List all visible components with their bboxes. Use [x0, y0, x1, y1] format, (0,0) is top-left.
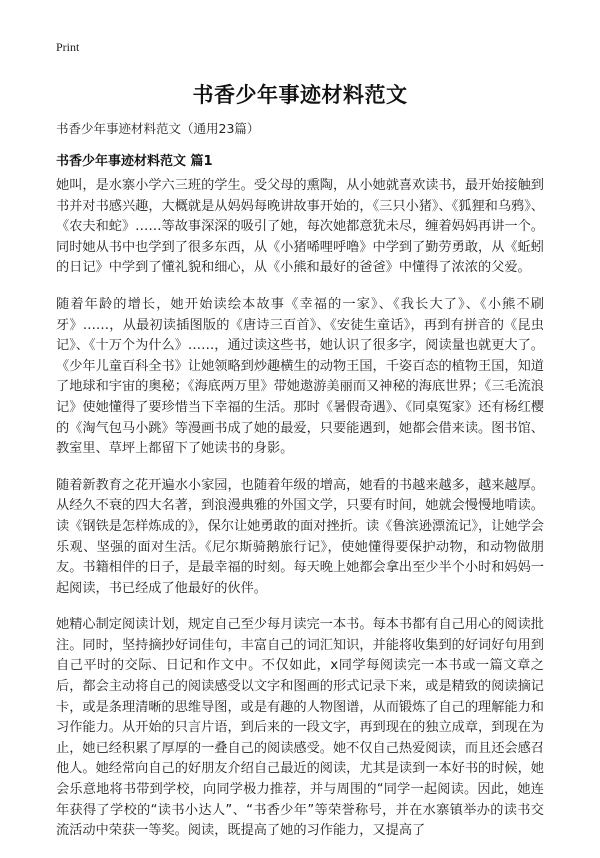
- document-subtitle: 书香少年事迹材料范文（通用23篇）: [56, 121, 260, 136]
- paragraph-2: 随着年龄的增长，她开始读绘本故事《幸福的一家》、《我长大了》、《小熊不刷牙》……，从最初读插图版的《唐诗三百首》、《安徒生童话》，再到有拼音的《昆虫记》、《十万个为什么》……，通过读这些书，她认识了很多字，阅读量也就更大了。《少年儿童百科全书》让她领略到炒趣横生的动物王国，千姿百态的植物王国，知道了地球和宇宙的奥秘；《海底两万里》带她遨游美丽而又神秘的海底世界；《三毛流浪记》使她懂得了要珍惜当下幸福的生活。那时《暑假奇遇》、《同桌冤家》还有杨红樱的《淘气包马小跳》等漫画书成了她的最爱，只要能遇到，她都会借来读。图书馆、教室里、草坪上都留下了她读书的身影。: [56, 296, 544, 457]
- paragraph-3: 随着新教育之花开遍水小家园，也随着年级的增高，她看的书越来越多，越来越厚。从经久不衰的四大名著，到浪漫典雅的外国文学，只要有时间，她就会慢慢地啃读。读《钢铁是怎样炼成的》，保尔让她勇敢的面对挫折。读《鲁滨逊漂流记》，让她学会乐观、坚强的面对生活。《尼尔斯骑鹅旅行记》，使她懂得要保护动物，和动物做朋友。书籍相伴的日子，是最幸福的时刻。每天晚上她都会拿出至少半个小时和妈妈一起阅读，书已经成了他最好的伙伴。: [56, 477, 544, 596]
- print-link[interactable]: Print: [56, 40, 80, 54]
- paragraph-4: 她精心制定阅读计划，规定自己至少每月读完一本书。每本书都有自己用心的阅读批注。同时，坚持摘抄好词佳句，丰富自己的词汇知识，并能将收集到的好词好句用到自己平时的交际、日记和作文中。不仅如此，x同学每阅读完一本书或一篇文章之后，都会主动将自己的阅读感受以文字和图画的形式记录下来，或是精致的阅读摘记卡，或是条理清晰的思维导图，或是有趣的人物图谱，从而锻炼了自己的理解能力和习作能力。从开始的只言片语，到后来的一段文字，再到现在的独立成章，到现在为止，她已经积累了厚厚的一叠自己的阅读感受。她不仅自己热爱阅读，而且还会感召他人。她经常向自己的好朋友介绍自己最近的阅读，尤其是读到一本好书的时候，她会乐意地将书带到学校，向同学极力推荐，并与周围的“同学一起阅读。因此，她连年获得了学校的“读书小达人”、“书香少年”等荣誉称号，并在水寨镇举办的读书交流活动中荣获一等奖。阅读，既提高了她的习作能力，又提高了: [56, 617, 544, 839]
- article-body: [56, 176, 544, 858]
- section-heading: 书香少年事迹材料范文 篇1: [56, 154, 213, 169]
- document-title: 书香少年事迹材料范文: [192, 83, 408, 107]
- paragraph-1: 她叫，是水寨小学六三班的学生。受父母的熏陶，从小她就喜欢读书，最开始接触到书并对书感兴趣，大概就是从妈妈每晚讲故事开始的，《三只小猪》、《狐狸和乌鸦》、《农夫和蛇》……等故事深深的吸引了她，每次她都意犹未尽，缠着妈妈再讲一个。同时她从书中也学到了很多东西，从《小猪唏哩呼噜》中学到了勤劳勇敢，从《蚯蚓的日记》中学到了懂礼貌和细心，从《小熊和最好的爸爸》中懂得了浓浓的父爱。: [56, 178, 544, 276]
